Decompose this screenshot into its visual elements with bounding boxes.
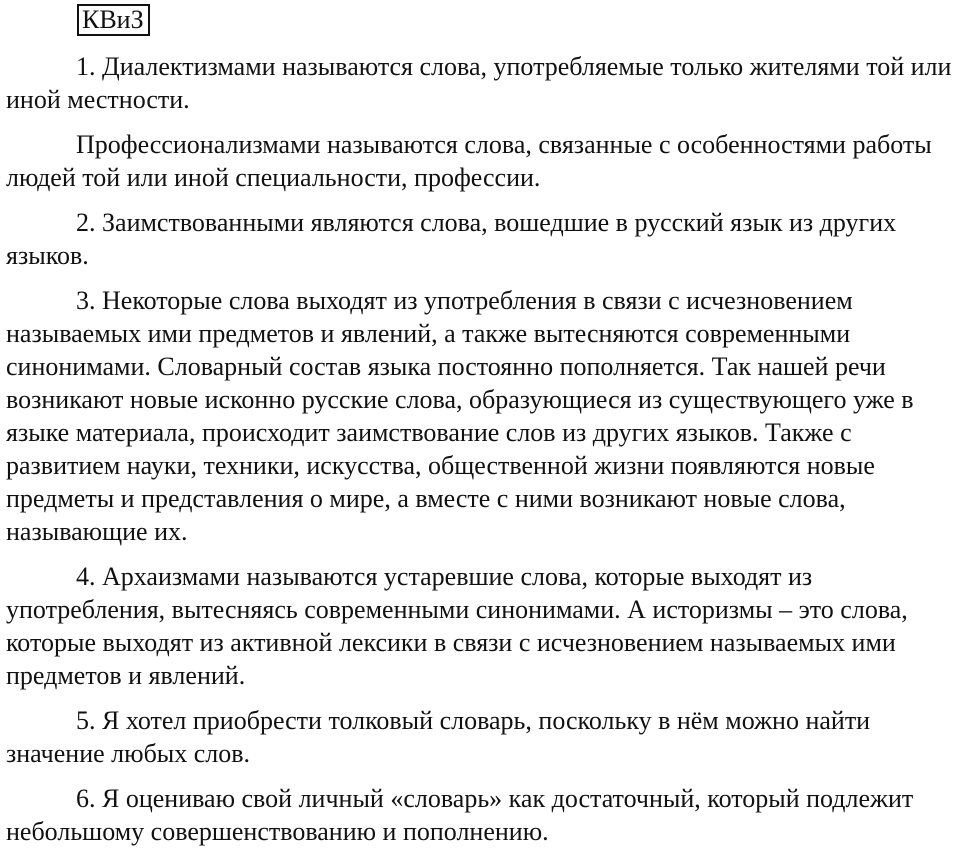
answer-paragraph-3: 3. Некоторые слова выходят из употребления в связи с исчезновением называемых ими предметов и явлений, а также вытесняются современными синонимами. Словарный состав языка постоянно пополняется. Так нашей речи возникают новые исконно русские слова, образующиеся из существующего уже в языке материала, происходит заимствование слов из других языков. Также с развитием науки, техники, искусства, общественной жизни появляются новые предметы и представления о мире, а вместе с ними возникают новые слова, называющие их. <box>6 286 914 546</box>
answer-paragraph-4: 4. Архаизмами называются устаревшие слова, которые выходят из употребления, вытесняясь современными синонимами. А историзмы – это слова, которые выходят из активной лексики в связи с исчезновением называемых ими предметов и явлений. <box>6 562 908 690</box>
answer-paragraph-2: 2. Заимствованными являются слова, вошедшие в русский язык из других языков. <box>6 208 897 270</box>
section-badge: КВиЗ <box>77 4 150 36</box>
answer-paragraph-1-continuation: Профессионализмами называются слова, связанные с особенностями работы людей той или иной специальности, профессии. <box>6 130 932 192</box>
answer-paragraph-1: 1. Диалектизмами называются слова, употребляемые только жителями той или иной местности. <box>6 52 952 114</box>
answer-paragraph-5: 5. Я хотел приобрести толковый словарь, поскольку в нём можно найти значение любых слов. <box>6 706 871 768</box>
answer-paragraph-6: 6. Я оцениваю свой личный «словарь» как достаточный, который подлежит небольшому совершенствованию и пополнению. <box>6 784 914 846</box>
